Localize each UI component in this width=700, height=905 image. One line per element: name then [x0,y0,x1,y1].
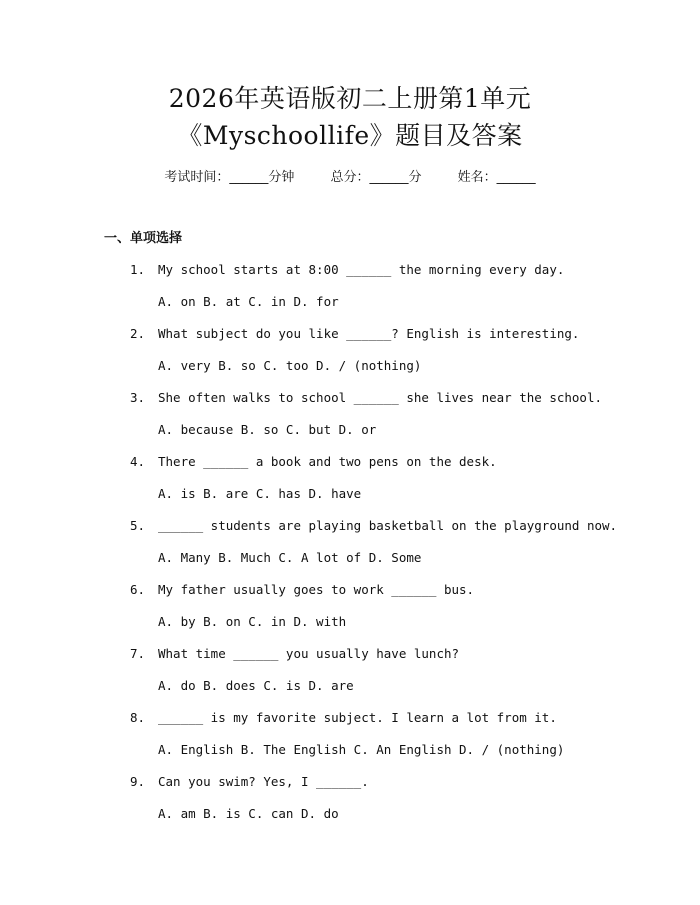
question-options: A. is B. are C. has D. have [158,486,362,501]
question-text: My father usually goes to work ______ bus. [158,582,475,597]
question-text: What subject do you like ______? English is interesting. [158,326,580,341]
exam-name-field: 姓名：______ [457,170,536,185]
question-options: A. on B. at C. in D. for [158,294,339,309]
question-item [0,254,700,318]
question-number: 4. [130,454,146,469]
question-number: 1. [130,262,146,277]
exam-meta [0,169,700,187]
question-number: 3. [130,390,146,405]
question-options: A. do B. does C. is D. are [158,678,354,693]
question-item [0,446,700,510]
question-item [0,702,700,766]
question-list [0,254,700,830]
question-number: 9. [130,774,146,789]
question-number: 6. [130,582,146,597]
page-title-line-1: 2026年英语版初二上册第1单元 [168,84,532,113]
question-options: A. by B. on C. in D. with [158,614,347,629]
question-options: A. am B. is C. can D. do [158,806,339,821]
question-number: 2. [130,326,146,341]
question-text: ______ is my favorite subject. I learn a lot from it. [158,710,557,725]
question-number: 5. [130,518,146,533]
question-text: ______ students are playing basketball on the playground now. [158,518,618,533]
question-text: My school starts at 8:00 ______ the morning every day. [158,262,565,277]
question-item [0,766,700,830]
page-title-line-2: 《Myschoollife》题目及答案 [177,121,523,150]
question-text: Can you swim? Yes, I ______. [158,774,369,789]
question-item [0,574,700,638]
question-options: A. Many B. Much C. A lot of D. Some [158,550,422,565]
section-heading-single-choice: 一、单项选择 [104,231,183,246]
question-number: 8. [130,710,146,725]
question-options: A. English B. The English C. An English D. / (nothing) [158,742,565,757]
question-item [0,638,700,702]
question-options: A. because B. so C. but D. or [158,422,377,437]
exam-score-field: 总分：______分 [330,170,422,185]
question-text: What time ______ you usually have lunch? [158,646,460,661]
question-number: 7. [130,646,146,661]
question-item [0,318,700,382]
question-text: There ______ a book and two pens on the desk. [158,454,497,469]
question-options: A. very B. so C. too D. / (nothing) [158,358,422,373]
question-item [0,382,700,446]
exam-time-field: 考试时间：______分钟 [164,170,295,185]
question-text: She often walks to school ______ she lives near the school. [158,390,603,405]
question-item [0,510,700,574]
